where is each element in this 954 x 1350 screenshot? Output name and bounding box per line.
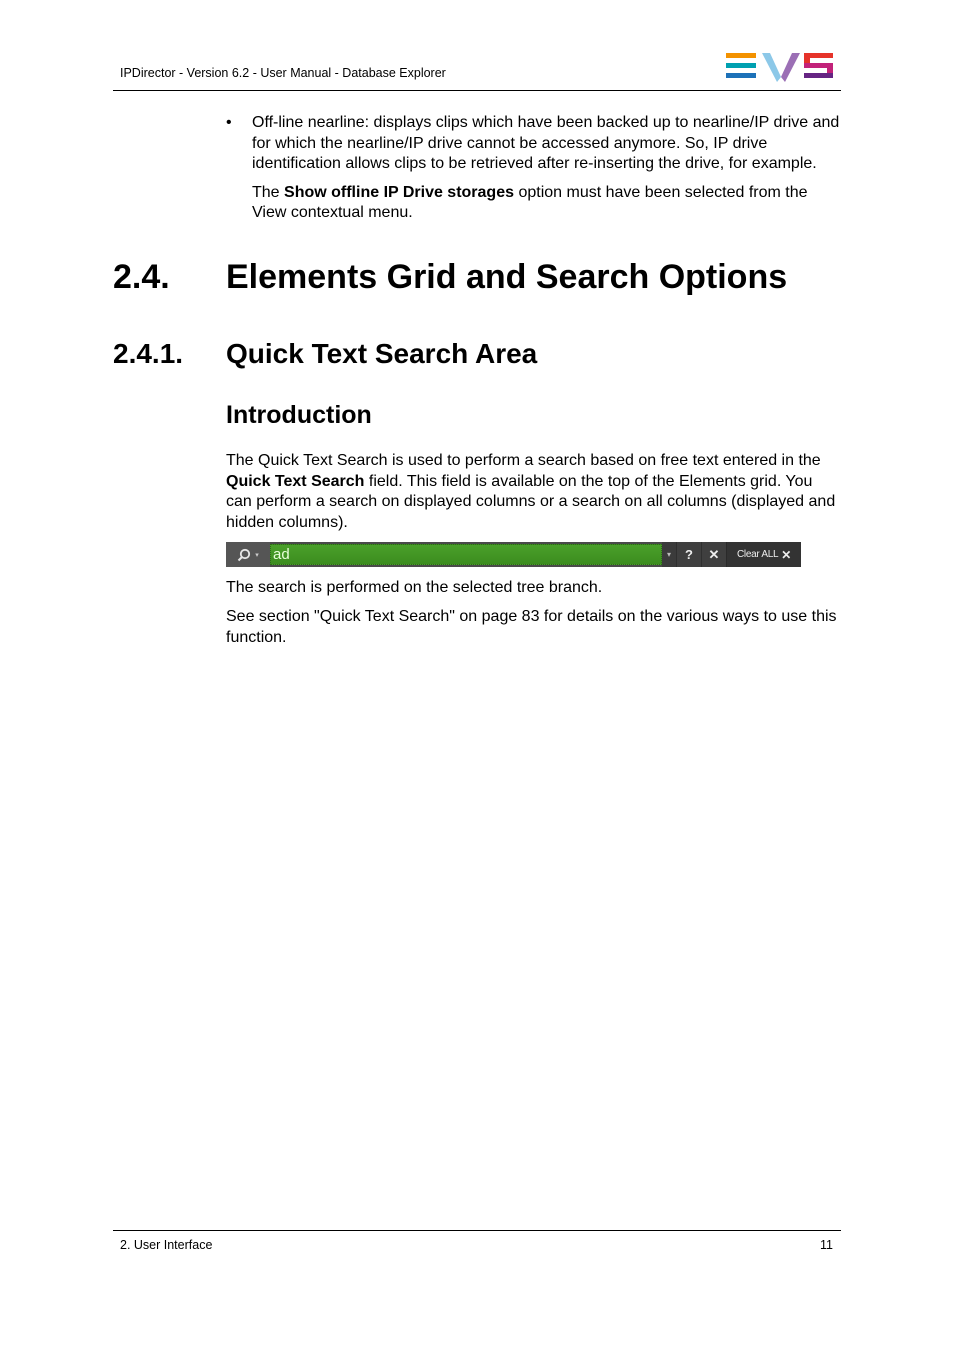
clear-all-button[interactable] [726,542,801,567]
search-icon [237,548,251,562]
footer-page-number: 11 [820,1238,833,1252]
logo-v-left [762,53,781,82]
quick-text-search-field [270,544,662,565]
search-history-dropdown[interactable] [662,542,676,567]
bullet-mark: • [226,114,232,131]
bullet-note-suffix: option must have been selected from the View contextual menu. [252,183,808,221]
logo-e-bar-mid [726,63,756,68]
chevron-down-icon: ▾ [666,550,671,559]
bullet-note [226,183,846,224]
header-title: IPDirector - Version 6.2 - User Manual - Database Explorer [120,66,446,80]
branch-paragraph: The search is performed on the selected tree branch. [226,579,603,596]
clear-all-label: Clear ALL [737,549,779,560]
intro-paragraph [226,451,838,533]
header-rule [113,90,841,91]
section-number: 2.4. [113,258,170,296]
search-options-caret-icon: ▾ [255,551,259,559]
logo-e-bar-bottom [726,73,756,78]
footer-rule [113,1230,841,1231]
logo-v-right [781,53,800,82]
subsection-heading [113,338,537,370]
quick-text-search-bar [226,542,801,567]
subsection-number: 2.4.1. [113,338,184,369]
see-section-paragraph: See section "Quick Text Search" on page 83 for details on the various ways to use this function. [226,608,837,646]
footer-chapter: 2. User Interface [120,1238,213,1252]
search-help-button[interactable]: ? [676,542,701,567]
intro-para-prefix: The Quick Text Search is used to perform a search based on free text entered in the [226,452,821,469]
section-heading [113,258,787,297]
bullet-note-bold: Show offline IP Drive storages [284,183,514,201]
logo-s-bottom [804,73,833,78]
bullet-item [226,113,846,175]
evs-logo [726,53,834,82]
intro-para-bold: Quick Text Search [226,472,365,490]
bullet-block [226,113,846,224]
close-icon: ✕ [781,547,791,562]
section-title: Elements Grid and Search Options [226,258,788,296]
subsection-title: Quick Text Search Area [226,338,538,369]
search-options-button[interactable] [226,542,270,567]
logo-e-bar-top [726,53,756,58]
clear-search-button[interactable]: ✕ [701,542,726,567]
intro-heading: Introduction [226,401,372,429]
bullet-text: Off-line nearline: displays clips which have been backed up to nearline/IP drive and for which the nearline/IP drive cannot be accessed anymore. So, IP drive identification allows clips to be retrieved after re-inserting the drive, for example. [252,114,840,172]
quick-text-search-input[interactable] [273,545,624,564]
intro-para-suffix: field. This field is available on the top of the Elements grid. You can perform a search on displayed columns or a search on all columns (displayed and hidden columns). [226,472,836,531]
bullet-note-prefix: The [252,183,285,201]
